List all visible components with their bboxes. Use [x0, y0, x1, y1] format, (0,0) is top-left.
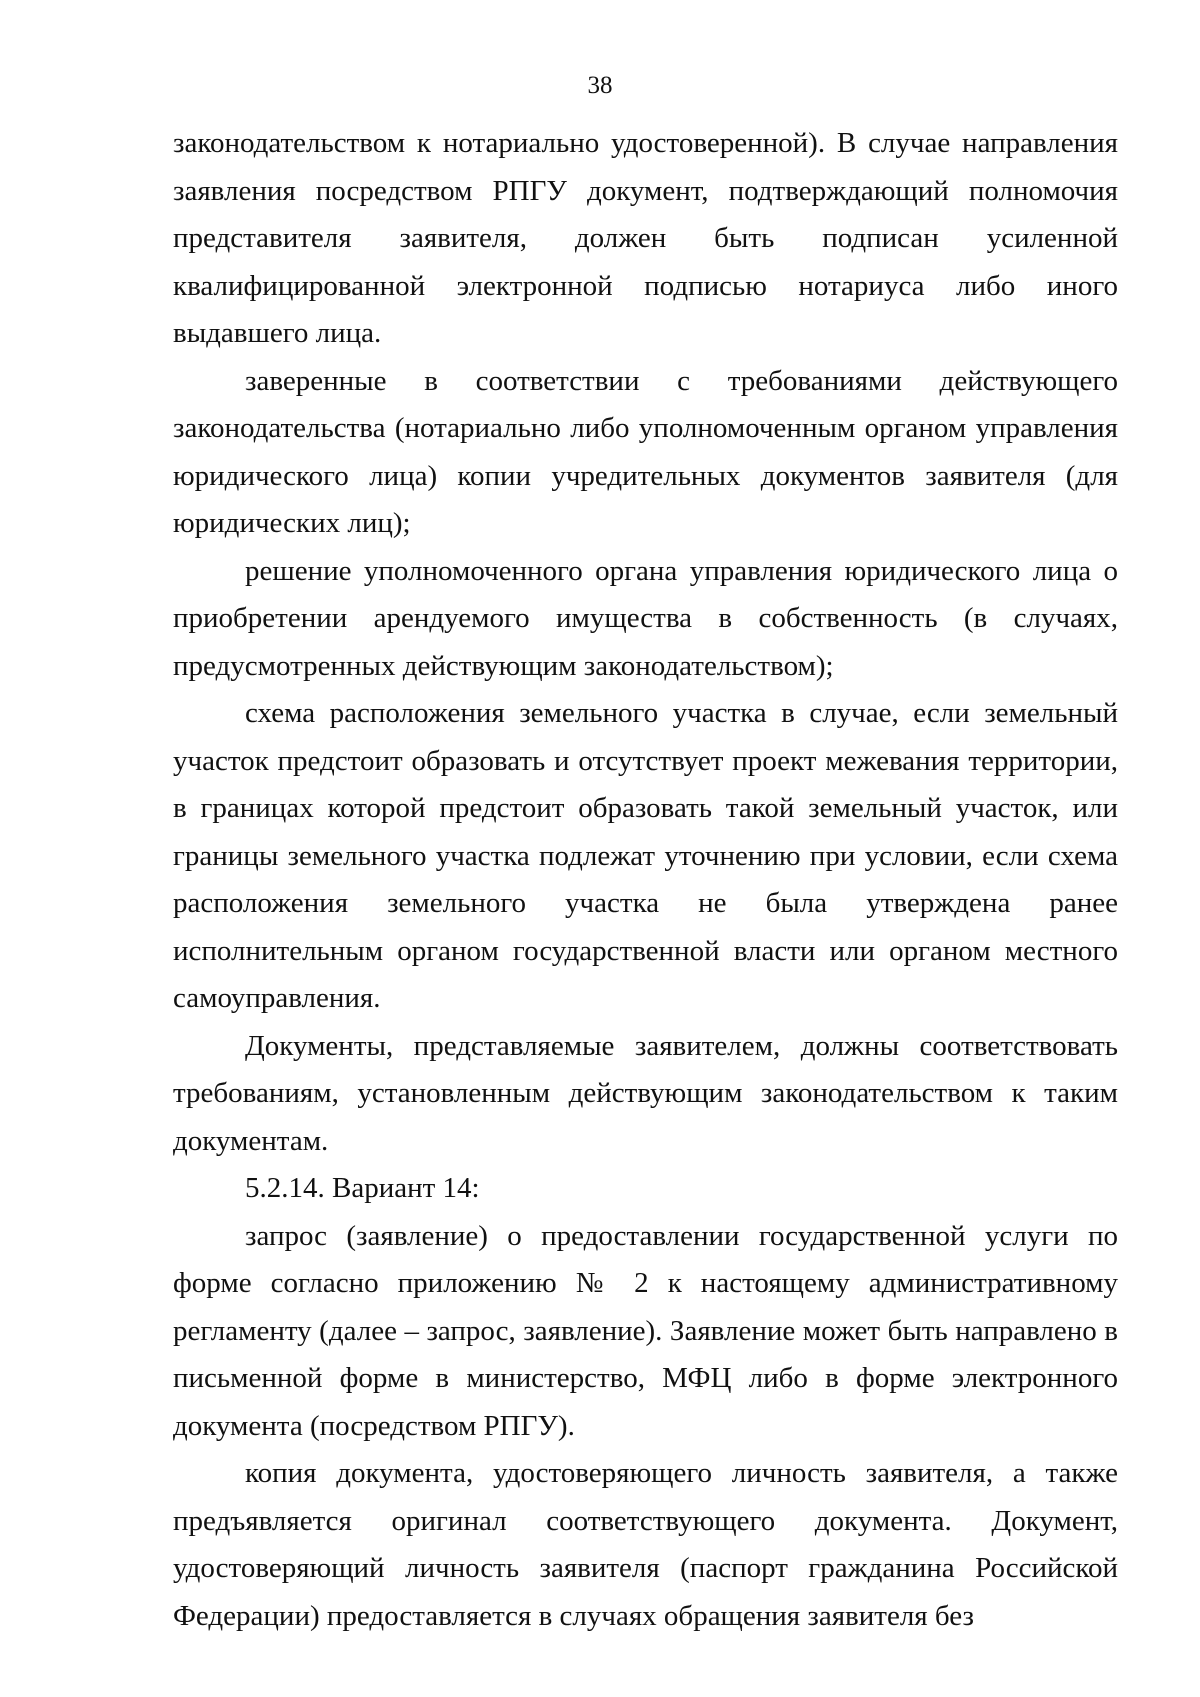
document-body [173, 120, 1118, 1640]
paragraph-request-application: запрос (заявление) о предоставлении государственной услуги по форме согласно приложению № 2 к настоящему административному регламенту (далее – запрос, заявление). Заявление может быть направлено в письменной форме в министерство, МФЦ либо в форме электронного документа (посредством РПГУ). [173, 1219, 1118, 1442]
paragraph-representative-signature: законодательством к нотариально удостоверенной). В случае направления заявления посредством РПГУ документ, подтверждающий полномочия представителя заявителя, должен быть подписан усиленной квалифицированной электронной подписью нотариуса либо иного выдавшего лица. [173, 127, 1118, 349]
paragraph-land-plot-scheme: схема расположения земельного участка в случае, если земельный участок предстоит образовать и отсутствует проект межевания территории, в границах которой предстоит образовать такой земельный участок, или границы земельного участка подлежат уточнению при условии, если схема расположения земельного участка не была утверждена ранее исполнительным органом государственной власти или органом местного самоуправления. [173, 697, 1118, 1014]
page-number: 38 [587, 72, 613, 99]
paragraph-document-requirements: Документы, представляемые заявителем, должны соответствовать требованиям, установленным действующим законодательством к таким документам. [173, 1029, 1118, 1157]
paragraph-certified-founding-documents: заверенные в соответствии с требованиями действующего законодательства (нотариально либо уполномоченным органом управления юридического лица) копии учредительных документов заявителя (для юридических лиц); [173, 364, 1118, 539]
paragraph-identity-document: копия документа, удостоверяющего личность заявителя, а также предъявляется оригинал соответствующего документа. Документ, удостоверяющий личность заявителя (паспорт гражданина Российской Федерации) предоставляется в случаях обращения заявителя без [173, 1457, 1118, 1632]
section-heading-variant-14: 5.2.14. Вариант 14: [245, 1172, 480, 1204]
paragraph-management-decision: решение уполномоченного органа управления юридического лица о приобретении арендуемого имущества в собственность (в случаях, предусмотренных действующим законодательством); [173, 554, 1118, 682]
